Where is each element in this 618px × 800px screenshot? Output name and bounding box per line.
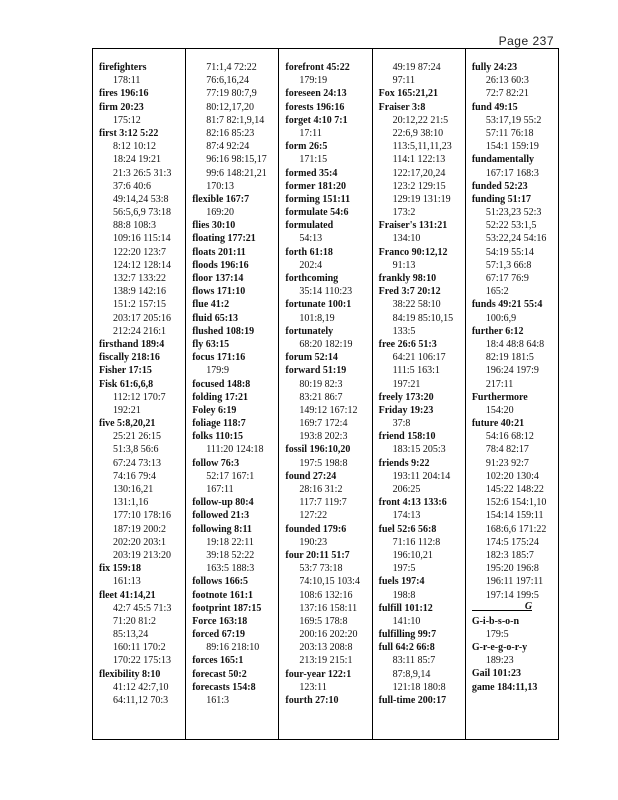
index-term: forming 151:11 <box>285 193 351 205</box>
index-term: former 181:20 <box>285 180 347 192</box>
index-reference: 18:4 48:8 64:8 <box>485 338 545 350</box>
index-term: flushed 108:19 <box>192 325 255 337</box>
index-reference: 202:4 <box>299 259 323 271</box>
index-reference: 99:6 148:21,21 <box>206 167 267 179</box>
index-reference: 123:2 129:15 <box>392 180 446 192</box>
index-term: founded 179:6 <box>285 523 347 535</box>
index-reference: 64:11,12 70:3 <box>113 695 169 706</box>
index-term: floor 137:14 <box>192 273 244 284</box>
index-term: follow-up 80:4 <box>192 497 254 509</box>
index-reference: 134:10 <box>392 233 421 245</box>
index-term: G-i-b-s-o-n <box>471 615 520 627</box>
index-reference: 49:19 87:24 <box>392 62 441 73</box>
index-reference: 97:11 <box>392 75 416 87</box>
index-term: four 20:11 51:7 <box>285 549 350 561</box>
index-reference: 145:22 148:22 <box>485 484 544 495</box>
index-term: followed 21:3 <box>192 510 250 522</box>
index-term: forum 52:14 <box>285 352 338 364</box>
index-reference: 197:14 199:5 <box>485 589 539 601</box>
index-term: four-year 122:1 <box>285 668 352 680</box>
index-term: follows 166:5 <box>192 576 249 588</box>
index-term: foreseen 24:13 <box>285 88 347 100</box>
index-term: forced 67:19 <box>192 629 246 641</box>
index-reference: 141:10 <box>392 615 421 627</box>
index-reference: 151:2 157:15 <box>113 299 167 311</box>
index-reference: 161:13 <box>113 576 141 588</box>
index-reference: 91:13 <box>392 259 416 271</box>
index-reference: 173:2 <box>392 207 416 219</box>
index-reference: 189:23 <box>485 655 514 667</box>
index-reference: 154:14 159:11 <box>485 510 544 522</box>
index-reference: 113:5,11,11,23 <box>392 141 452 153</box>
index-term: funds 49:21 55:4 <box>471 299 543 311</box>
index-term: forward 51:19 <box>285 365 347 377</box>
index-term: Fraiser's 131:21 <box>378 220 448 232</box>
index-term: frankly 98:10 <box>378 273 437 284</box>
index-term: fiscally 218:16 <box>99 352 160 364</box>
index-reference: 169:20 <box>206 207 234 219</box>
index-reference: 196:24 197:9 <box>485 365 539 377</box>
index-term: first 3:12 5:22 <box>99 127 159 139</box>
index-term: Fox 165:21,21 <box>378 88 439 100</box>
index-term: Foley 6:19 <box>192 404 237 416</box>
index-reference: 57:1,3 66:8 <box>485 259 532 271</box>
index-reference: 109:16 115:14 <box>113 233 171 245</box>
index-reference: 49:14,24 53:8 <box>113 193 169 205</box>
index-term: fortunately <box>285 325 334 337</box>
index-reference: 202:20 203:1 <box>113 536 167 548</box>
index-term: fix 159:18 <box>99 563 141 575</box>
index-reference: 131:1,16 <box>113 497 149 509</box>
index-term: Fisher 17:15 <box>99 365 152 377</box>
index-reference: 26:13 60:3 <box>485 75 529 87</box>
index-reference: 25:21 26:15 <box>113 431 162 443</box>
index-reference: 179:5 <box>485 628 509 640</box>
index-term: fully 24:23 <box>471 62 518 73</box>
index-reference: 178:11 <box>113 75 141 87</box>
index-reference: 19:18 22:11 <box>206 536 254 548</box>
index-term: fund 49:15 <box>471 101 518 113</box>
index-reference: 37:6 40:6 <box>113 180 152 192</box>
index-reference: 80:12,17,20 <box>206 101 254 113</box>
index-reference: 52:22 53:1,5 <box>485 220 537 232</box>
index-term: form 26:5 <box>285 141 328 153</box>
index-reference: 192:21 <box>113 404 141 416</box>
index-reference: 111:20 124:18 <box>206 444 264 456</box>
index-column-2 <box>186 49 279 739</box>
index-reference: 80:19 82:3 <box>299 378 343 390</box>
index-reference: 121:18 180:8 <box>392 681 446 693</box>
index-term: foliage 118:7 <box>192 418 246 430</box>
index-term: flies 30:10 <box>192 220 236 232</box>
index-reference: 200:16 202:20 <box>299 629 358 641</box>
index-reference: 193:8 202:3 <box>299 431 348 443</box>
index-reference: 108:6 132:16 <box>299 589 353 601</box>
index-reference: 111:5 163:1 <box>392 365 440 377</box>
index-reference: 206:25 <box>392 484 421 495</box>
index-reference: 71:1,4 72:22 <box>206 62 257 73</box>
index-reference: 197:5 198:8 <box>299 457 348 469</box>
index-term: firefighters <box>99 62 147 73</box>
index-term: future 40:21 <box>471 418 525 430</box>
index-term: Furthermore <box>471 391 528 403</box>
index-reference: 71:16 112:8 <box>392 536 441 548</box>
index-reference: 193:11 204:14 <box>392 470 451 482</box>
index-reference: 132:7 133:22 <box>113 273 167 284</box>
index-reference: 82:19 181:5 <box>485 352 534 364</box>
index-term: further 6:12 <box>471 325 524 337</box>
index-term: forecast 50:2 <box>192 668 247 680</box>
index-reference: 42:7 45:5 71:3 <box>113 602 172 614</box>
index-term: flexibility 8:10 <box>99 668 161 680</box>
index-term: floating 177:21 <box>192 233 256 245</box>
index-reference: 67:17 76:9 <box>485 273 529 284</box>
index-term: game 184:11,13 <box>471 681 538 693</box>
index-column-3 <box>279 49 372 739</box>
index-reference: 127:22 <box>299 510 328 522</box>
index-reference: 96:16 98:15,17 <box>206 154 267 166</box>
index-term: Fisk 61:6,6,8 <box>99 378 154 390</box>
index-term: flue 41:2 <box>192 299 230 311</box>
index-reference: 203:19 213:20 <box>113 549 172 561</box>
index-reference: 77:19 80:7,9 <box>206 88 257 100</box>
index-reference: 169:5 178:8 <box>299 615 348 627</box>
index-term: free 26:6 51:3 <box>378 338 437 350</box>
index-reference: 123:11 <box>299 681 327 693</box>
index-reference: 152:6 154:1,10 <box>485 497 547 509</box>
index-term: formulated <box>285 220 334 232</box>
index-reference: 54:19 55:14 <box>485 246 534 258</box>
index-reference: 101:8,19 <box>299 312 335 324</box>
index-term: front 4:13 133:6 <box>378 497 447 509</box>
index-reference: 56:5,6,9 73:18 <box>113 207 172 219</box>
index-reference: 76:6,16,24 <box>206 75 249 87</box>
index-term: flows 171:10 <box>192 286 246 298</box>
index-term: funding 51:17 <box>471 193 531 205</box>
index-reference: 170:13 <box>206 180 234 192</box>
section-letter <box>472 602 532 611</box>
index-reference: 213:19 215:1 <box>299 655 353 667</box>
index-term: full-time 200:17 <box>378 695 447 706</box>
index-term: friends 9:22 <box>378 457 430 469</box>
index-term: fortunate 100:1 <box>285 299 352 311</box>
index-term: forget 4:10 7:1 <box>285 114 348 126</box>
index-reference: 87:8,9,14 <box>392 668 431 680</box>
index-term: fourth 27:10 <box>285 695 339 706</box>
index-reference: 122:20 123:7 <box>113 246 167 258</box>
index-term: Force 163:18 <box>192 615 248 627</box>
index-reference: 102:20 130:4 <box>485 470 539 482</box>
index-term: firsthand 189:4 <box>99 338 165 350</box>
index-reference: 51:23,23 52:3 <box>485 207 542 219</box>
index-term: focused 148:8 <box>192 378 251 390</box>
index-reference: 190:23 <box>299 536 328 548</box>
index-term: Gail 101:23 <box>471 668 521 680</box>
index-term: firm 20:23 <box>99 101 144 113</box>
index-reference: 167:11 <box>206 484 234 495</box>
index-term: folks 110:15 <box>192 431 244 443</box>
index-reference: 8:12 10:12 <box>113 141 157 153</box>
index-reference: 196:10,21 <box>392 549 433 561</box>
index-term: fly 63:15 <box>192 338 230 350</box>
index-reference: 203:13 208:8 <box>299 642 353 654</box>
index-reference: 117:7 119:7 <box>299 497 347 509</box>
index-reference: 217:11 <box>485 378 514 390</box>
index-reference: 171:15 <box>299 154 328 166</box>
index-term: formulate 54:6 <box>285 207 349 219</box>
index-reference: 35:14 110:23 <box>299 286 353 298</box>
index-reference: 64:21 106:17 <box>392 352 446 364</box>
index-term: focus 171:16 <box>192 352 246 364</box>
index-reference: 18:24 19:21 <box>113 154 162 166</box>
index-reference: 174:5 175:24 <box>485 536 539 548</box>
index-reference: 67:24 73:13 <box>113 457 162 469</box>
index-term: flexible 167:7 <box>192 193 250 205</box>
index-reference: 54:13 <box>299 233 323 245</box>
index-reference: 52:17 167:1 <box>206 470 255 482</box>
index-term: G-r-e-g-o-r-y <box>471 642 528 654</box>
index-term: forthcoming <box>285 273 339 284</box>
index-reference: 114:1 122:13 <box>392 154 446 166</box>
index-reference: 51:3,8 56:6 <box>113 444 159 456</box>
index-reference: 74:16 79:4 <box>113 470 157 482</box>
index-term: forces 165:1 <box>192 655 244 667</box>
index-term: forests 196:16 <box>285 101 345 113</box>
index-reference: 21:3 26:5 31:3 <box>113 167 172 179</box>
index-reference: 112:12 170:7 <box>113 391 166 403</box>
index-reference: 187:19 200:2 <box>113 523 167 535</box>
index-reference: 74:10,15 103:4 <box>299 576 360 588</box>
index-reference: 28:16 31:2 <box>299 484 343 495</box>
index-reference: 197:5 <box>392 563 416 575</box>
index-reference: 124:12 128:14 <box>113 259 172 271</box>
index-reference: 154:1 159:19 <box>485 141 539 153</box>
index-reference: 130:16,21 <box>113 484 154 495</box>
index-reference: 91:23 92:7 <box>485 457 529 469</box>
index-term: fleet 41:14,21 <box>99 589 156 601</box>
index-reference: 174:13 <box>392 510 421 522</box>
index-term: floats 201:11 <box>192 246 246 258</box>
page-number: Page 237 <box>498 34 554 48</box>
index-term: fuels 197:4 <box>378 576 425 588</box>
index-reference: 39:18 52:22 <box>206 549 255 561</box>
index-frame <box>92 48 559 740</box>
index-term: fulfilling 99:7 <box>378 629 437 641</box>
index-reference: 22:6,9 38:10 <box>392 127 444 139</box>
index-reference: 71:20 81:2 <box>113 615 157 627</box>
index-column-4 <box>373 49 466 739</box>
index-term: following 8:11 <box>192 523 252 535</box>
index-column-1 <box>93 49 186 739</box>
index-reference: 129:19 131:19 <box>392 193 451 205</box>
index-reference: 133:5 <box>392 325 416 337</box>
index-term: formed 35:4 <box>285 167 338 179</box>
index-reference: 20:12,22 21:5 <box>392 114 449 126</box>
section-letter-text: G <box>524 600 533 612</box>
index-reference: 85:13,24 <box>113 629 149 641</box>
index-term: full 64:2 66:8 <box>378 642 435 654</box>
index-reference: 138:9 142:16 <box>113 286 167 298</box>
index-reference: 88:8 108:3 <box>113 220 157 232</box>
index-reference: 87:4 92:24 <box>206 141 250 153</box>
index-reference: 160:11 170:2 <box>113 642 166 654</box>
index-reference: 83:21 86:7 <box>299 391 343 403</box>
index-term: folding 17:21 <box>192 391 249 403</box>
index-reference: 84:19 85:10,15 <box>392 312 454 324</box>
index-reference: 53:7 73:18 <box>299 563 343 575</box>
index-reference: 163:5 188:3 <box>206 563 255 575</box>
index-reference: 165:2 <box>485 286 509 298</box>
index-term: fulfill 101:12 <box>378 602 433 614</box>
index-term: footnote 161:1 <box>192 589 254 601</box>
index-reference: 82:16 85:23 <box>206 127 255 139</box>
index-term: fluid 65:13 <box>192 312 239 324</box>
index-reference: 196:11 197:11 <box>485 576 544 588</box>
index-reference: 81:7 82:1,9,14 <box>206 114 265 126</box>
index-term: fuel 52:6 56:8 <box>378 523 437 535</box>
index-reference: 57:11 76:18 <box>485 127 534 139</box>
index-term: Friday 19:23 <box>378 404 434 416</box>
index-term: fossil 196:10,20 <box>285 444 351 456</box>
index-reference: 169:7 172:4 <box>299 418 348 430</box>
index-reference: 175:12 <box>113 114 141 126</box>
index-reference: 83:11 85:7 <box>392 655 436 667</box>
index-term: follow 76:3 <box>192 457 240 469</box>
index-reference: 167:17 168:3 <box>485 167 539 179</box>
index-reference: 182:3 185:7 <box>485 549 534 561</box>
index-reference: 37:8 <box>392 418 411 430</box>
index-term: footprint 187:15 <box>192 602 262 614</box>
index-reference: 53:22,24 54:16 <box>485 233 547 245</box>
index-term: fires 196:16 <box>99 88 149 100</box>
index-reference: 38:22 58:10 <box>392 299 441 311</box>
index-reference: 212:24 216:1 <box>113 325 167 337</box>
index-reference: 197:21 <box>392 378 421 390</box>
index-reference: 149:12 167:12 <box>299 404 358 416</box>
index-reference: 183:15 205:3 <box>392 444 446 456</box>
index-term: forefront 45:22 <box>285 62 350 73</box>
index-term: Fraiser 3:8 <box>378 101 426 113</box>
index-reference: 72:7 82:21 <box>485 88 529 100</box>
index-reference: 179:19 <box>299 75 328 87</box>
index-term: funded 52:23 <box>471 180 528 192</box>
index-reference: 41:12 42:7,10 <box>113 681 169 693</box>
index-reference: 179:9 <box>206 365 229 377</box>
index-reference: 168:6,6 171:22 <box>485 523 547 535</box>
index-reference: 17:11 <box>299 127 322 139</box>
index-term: floods 196:16 <box>192 259 249 271</box>
index-reference: 154:20 <box>485 404 514 416</box>
index-reference: 177:10 178:16 <box>113 510 172 522</box>
index-term: friend 158:10 <box>378 431 436 443</box>
index-reference: 89:16 218:10 <box>206 642 260 654</box>
index-reference: 122:17,20,24 <box>392 167 446 179</box>
index-reference: 68:20 182:19 <box>299 338 353 350</box>
index-term: Franco 90:12,12 <box>378 246 448 258</box>
index-reference: 195:20 196:8 <box>485 563 539 575</box>
index-reference: 78:4 82:17 <box>485 444 529 456</box>
index-term: forth 61:18 <box>285 246 333 258</box>
index-reference: 198:8 <box>392 589 416 601</box>
index-reference: 100:6,9 <box>485 312 517 324</box>
index-term: found 27:24 <box>285 470 337 482</box>
index-reference: 53:17,19 55:2 <box>485 114 542 126</box>
index-term: fundamentally <box>471 154 535 166</box>
index-reference: 170:22 175:13 <box>113 655 172 667</box>
index-term: Fred 3:7 20:12 <box>378 286 441 298</box>
index-term: five 5:8,20,21 <box>99 418 156 430</box>
index-reference: 161:3 <box>206 695 229 706</box>
index-term: freely 173:20 <box>378 391 434 403</box>
index-reference: 137:16 158:11 <box>299 602 358 614</box>
index-column-5 <box>466 49 558 739</box>
index-reference: 54:16 68:12 <box>485 431 534 443</box>
index-reference: 203:17 205:16 <box>113 312 172 324</box>
index-term: forecasts 154:8 <box>192 681 256 693</box>
